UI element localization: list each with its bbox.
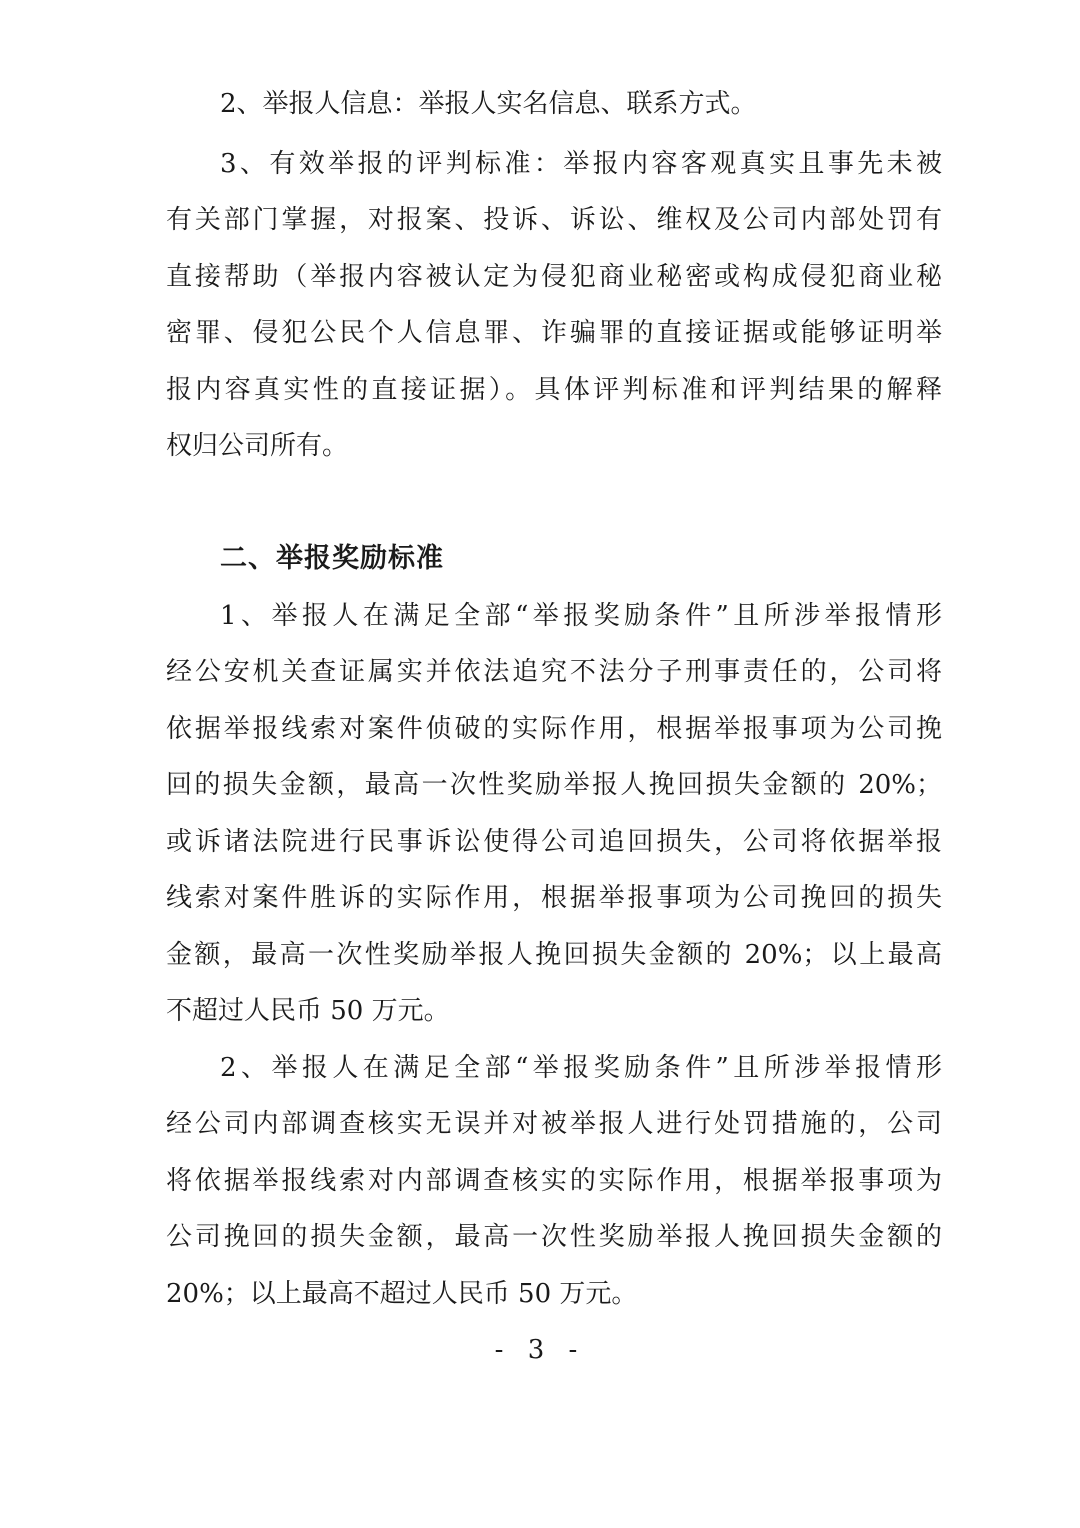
item-3-line-4: 密罪、侵犯公民个人信息罪、诈骗罪的直接证据或能够证明举	[166, 318, 942, 348]
reward-item-1-line-6: 线索对案件胜诉的实际作用，根据举报事项为公司挽回的损失	[166, 883, 942, 913]
reward-item-1-line-1: 1、举报人在满足全部“举报奖励条件”且所涉举报情形	[220, 601, 942, 631]
reward-item-2-line-3: 将依据举报线索对内部调查核实的实际作用，根据举报事项为	[166, 1166, 942, 1196]
reward-item-2-line-5: 20%；以上最高不超过人民币 50 万元。	[166, 1279, 638, 1309]
item-3-line-5: 报内容真实性的直接证据）。具体评判标准和评判结果的解释	[166, 375, 942, 405]
reward-item-1-line-2: 经公安机关查证属实并依法追究不法分子刑事责任的，公司将	[166, 657, 942, 687]
item-3-line-6: 权归公司所有。	[166, 431, 349, 461]
section-heading-reward-standards: 二、举报奖励标准	[220, 543, 444, 574]
reward-item-1-line-8: 不超过人民币 50 万元。	[166, 996, 450, 1026]
item-2-informant-info: 2、举报人信息：举报人实名信息、联系方式。	[220, 89, 757, 119]
reward-item-1-line-7: 金额，最高一次性奖励举报人挽回损失金额的 20%；以上最高	[166, 940, 942, 970]
reward-item-1-line-3: 依据举报线索对案件侦破的实际作用，根据举报事项为公司挽	[166, 714, 942, 744]
reward-item-2-line-4: 公司挽回的损失金额，最高一次性奖励举报人挽回损失金额的	[166, 1222, 942, 1252]
reward-item-1-line-5: 或诉诸法院进行民事诉讼使得公司追回损失，公司将依据举报	[166, 827, 942, 857]
reward-item-2-line-1: 2、举报人在满足全部“举报奖励条件”且所涉举报情形	[220, 1053, 942, 1083]
item-3-line-1: 3、有效举报的评判标准：举报内容客观真实且事先未被	[220, 149, 942, 179]
reward-item-1-line-4: 回的损失金额，最高一次性奖励举报人挽回损失金额的 20%；	[166, 770, 942, 800]
item-3-line-2: 有关部门掌握，对报案、投诉、诉讼、维权及公司内部处罚有	[166, 205, 942, 235]
page-number: - 3 -	[494, 1335, 586, 1365]
item-3-line-3: 直接帮助（举报内容被认定为侵犯商业秘密或构成侵犯商业秘	[166, 262, 942, 292]
reward-item-2-line-2: 经公司内部调查核实无误并对被举报人进行处罚措施的，公司	[166, 1109, 942, 1139]
